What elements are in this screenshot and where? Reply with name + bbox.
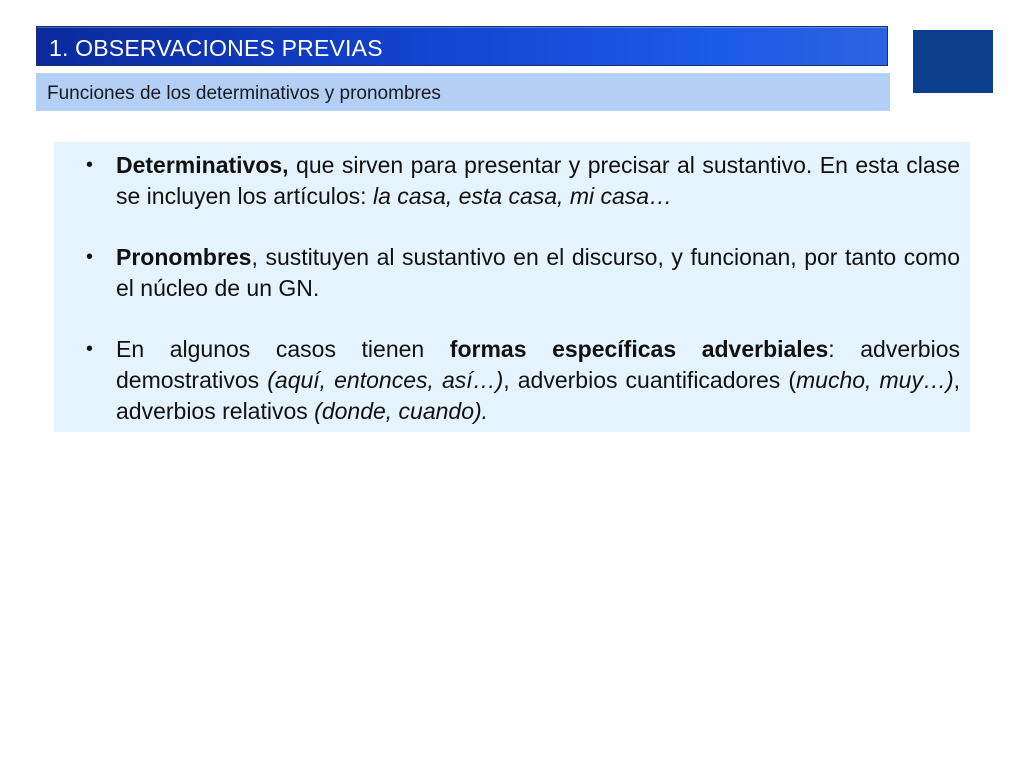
bullet-list — [54, 150, 970, 427]
bullet-adverbiales — [54, 334, 970, 427]
bullet-example: (aquí, entonces, así…) — [267, 367, 504, 393]
bullet-term: formas específicas adverbiales — [449, 336, 829, 362]
bullet-pronombres — [54, 242, 970, 304]
bullet-text: , sustituyen al sustantivo en el discurso, y funcionan, por tanto como el núcleo de un GN. — [116, 244, 960, 301]
slide-title-bar — [36, 26, 888, 66]
bullet-icon: • — [86, 246, 94, 268]
slide-title: 1. OBSERVACIONES PREVIAS — [49, 35, 383, 61]
bullet-text: : adverbios demostrativos — [116, 336, 960, 393]
bullet-term: Pronombres — [116, 244, 252, 270]
bullet-example: la casa, esta casa, mi casa… — [372, 183, 673, 209]
slide-subtitle-bar — [36, 73, 890, 111]
bullet-determinativos — [54, 150, 970, 212]
slide-subtitle: Funciones de los determinativos y pronombres — [47, 83, 441, 104]
bullet-text: que sirven para presentar y precisar al sustantivo. En esta clase se incluyen los artículos: — [116, 152, 960, 209]
bullet-text: En algunos casos tienen — [116, 336, 450, 362]
bullet-example: mucho, muy…) — [796, 367, 954, 393]
content-box — [54, 142, 970, 432]
bullet-text: , adverbios relativos — [116, 367, 960, 424]
decorative-square — [913, 30, 993, 93]
bullet-icon: • — [86, 154, 94, 176]
bullet-icon: • — [86, 338, 94, 360]
bullet-text: , adverbios cuantificadores ( — [503, 367, 796, 393]
bullet-example: (donde, cuando). — [314, 398, 489, 424]
bullet-term: Determinativos, — [116, 152, 289, 178]
